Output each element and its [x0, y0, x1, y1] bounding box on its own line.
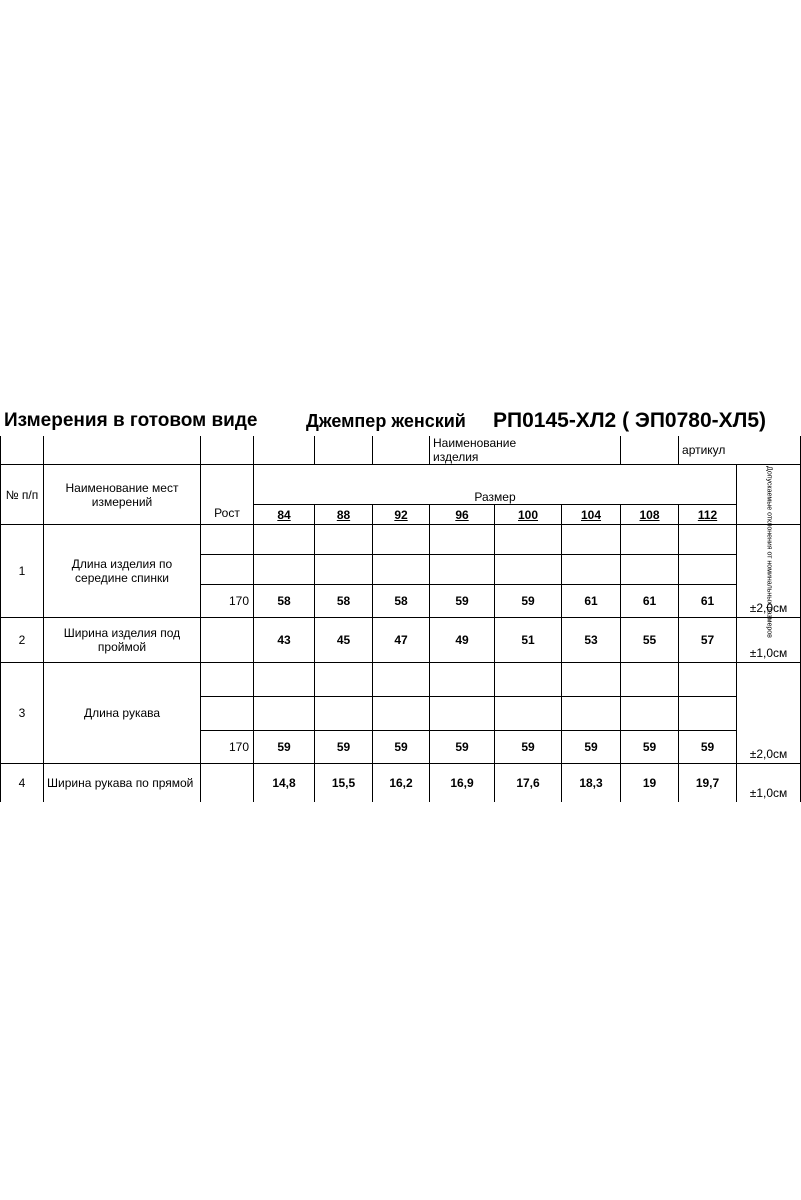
size-label: 88: [315, 505, 373, 525]
value-cell: 15,5: [315, 764, 373, 802]
value-cell: 59: [495, 585, 562, 618]
value-cell: 19: [621, 764, 679, 802]
value-cell: 57: [679, 618, 737, 663]
value-cell: 14,8: [254, 764, 315, 802]
tolerance-cell: ±1,0см: [737, 764, 801, 802]
value-cell: 59: [495, 731, 562, 764]
row-rost: [201, 764, 254, 802]
value-cell: 59: [562, 731, 621, 764]
article-code: РП0145-ХЛ2 ( ЭП0780-ХЛ5): [493, 409, 767, 432]
value-cell: 61: [562, 585, 621, 618]
value-cell: 59: [621, 731, 679, 764]
sheet-title: Измерения в готовом виде: [4, 410, 258, 431]
value-cell: 45: [315, 618, 373, 663]
value-cell: 49: [430, 618, 495, 663]
value-cell: 17,6: [495, 764, 562, 802]
row-name: Ширина рукава по прямой: [44, 764, 201, 802]
row-name: Ширина изделия под проймой: [44, 618, 201, 663]
value-cell: 55: [621, 618, 679, 663]
table-row: [1, 764, 801, 802]
row-num: 2: [1, 618, 44, 663]
value-cell: 59: [373, 731, 430, 764]
size-label: 112: [679, 505, 737, 525]
size-label: 92: [373, 505, 430, 525]
row-name: Длина рукава: [44, 663, 201, 764]
value-cell: 59: [430, 585, 495, 618]
value-cell: 58: [315, 585, 373, 618]
value-cell: 53: [562, 618, 621, 663]
row-rost: 170: [201, 731, 254, 764]
col-rost-header: Рост: [201, 465, 254, 525]
tolerance-cell: ±2,0см: [737, 585, 801, 618]
value-cell: 58: [373, 585, 430, 618]
measurement-table: [0, 436, 801, 802]
value-cell: 58: [254, 585, 315, 618]
subheader-row: [1, 436, 801, 465]
size-label: 84: [254, 505, 315, 525]
value-cell: 59: [679, 731, 737, 764]
tolerance-cell: ±1,0см: [737, 618, 801, 663]
col-name-header: Наименование мест измерений: [44, 465, 201, 525]
table-row: [1, 525, 801, 555]
value-cell: 43: [254, 618, 315, 663]
value-cell: 61: [621, 585, 679, 618]
row-name: Длина изделия по середине спинки: [44, 525, 201, 618]
size-label: 100: [495, 505, 562, 525]
value-cell: 47: [373, 618, 430, 663]
value-cell: 61: [679, 585, 737, 618]
value-cell: 59: [430, 731, 495, 764]
header-row: [1, 465, 801, 505]
value-cell: 16,9: [430, 764, 495, 802]
table-row: [1, 663, 801, 697]
row-num: 4: [1, 764, 44, 802]
value-cell: 59: [315, 731, 373, 764]
size-label: 104: [562, 505, 621, 525]
row-rost: [201, 618, 254, 663]
product-type: Джемпер женский: [306, 411, 466, 431]
product-name-label: Наименование изделия: [430, 436, 562, 465]
value-cell: 59: [254, 731, 315, 764]
size-label: 108: [621, 505, 679, 525]
size-group-header: Размер: [254, 465, 737, 505]
tolerance-cell: ±2,0см: [737, 731, 801, 764]
value-cell: 19,7: [679, 764, 737, 802]
table-row: [1, 618, 801, 663]
row-num: 1: [1, 525, 44, 618]
tolerance-header-text: Допускаемые отклонения от номинальных размеров: [765, 465, 773, 638]
col-num-header: № п/п: [1, 465, 44, 525]
value-cell: 51: [495, 618, 562, 663]
value-cell: 16,2: [373, 764, 430, 802]
row-rost: 170: [201, 585, 254, 618]
article-label: артикул: [679, 436, 737, 465]
row-num: 3: [1, 663, 44, 764]
size-label: 96: [430, 505, 495, 525]
value-cell: 18,3: [562, 764, 621, 802]
